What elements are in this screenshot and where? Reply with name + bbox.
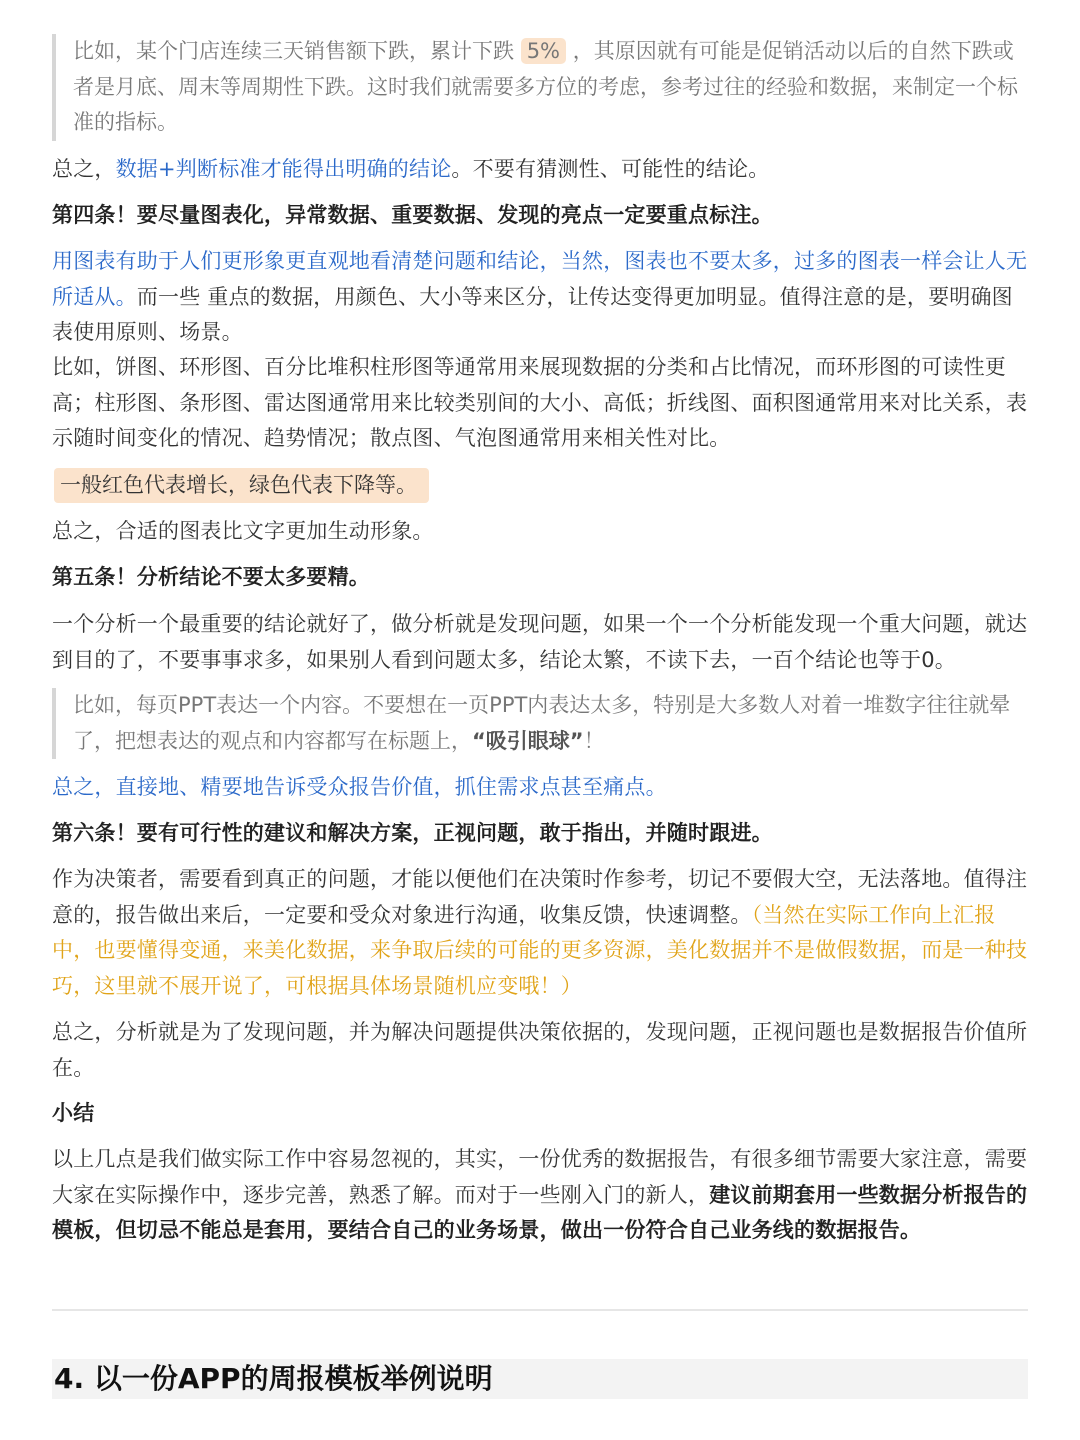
conclusion-heading: 小结 — [52, 1101, 95, 1125]
quote-bold: “吸引眼球” — [472, 728, 584, 753]
rule-4-example: 比如，饼图、环形图、百分比堆积柱形图等通常用来展现数据的分类和占比情况，而环形图的可读性更高；柱形图、条形图、雷达图通常用来比较类别间的大小、高低；折线图、面积图通常用来对比关系，表示随时间变化的情况、趋势情况；散点图、气泡图通常用来相关性对比。 — [52, 355, 1028, 450]
blue-highlight: 用图表有助于人们更形象更直观地看清楚问题和结论，当然，图表也不要太多，过多的图表一样会让人无所适从。 — [52, 249, 1028, 309]
summary-data-standard: 总之，数据+判断标准才能得出明确的结论。不要有猜测性、可能性的结论。 — [52, 157, 770, 181]
divider — [52, 1309, 1028, 1311]
color-note: 一般红色代表增长，绿色代表下降等。 — [54, 468, 429, 503]
quote-text: ，其原因就有可能是促销活动以后的自然下跌或者是月底、周末等周期性下跌。这时我们就需要多方位的考虑，参考过往的经验和数据，来制定一个标准的指标。 — [73, 39, 1018, 134]
rule-5-body: 一个分析一个最重要的结论就好了，做分析就是发现问题，如果一个一个分析能发现一个重大问题，就达到目的了，不要事事求多，如果别人看到问题太多，结论太繁，不读下去，一百个结论也等于0。 — [52, 612, 1028, 672]
quote-text: 比如，某个门店连续三天销售额下跌，累计下跌 — [73, 39, 521, 63]
rule-6-heading: 第六条！要有可行性的建议和解决方案，正视问题，敢于指出，并随时跟进。 — [52, 821, 773, 845]
rule-5-heading: 第五条！分析结论不要太多要精。 — [52, 565, 370, 589]
blue-highlight: 数据+判断标准才能得出明确的结论 — [115, 157, 452, 181]
quote-store-example — [52, 34, 1028, 141]
orange-note: （当然在实际工作向上汇报中，也要懂得变通，来美化数据，来争取后续的可能的更多资源，美化数据并不是做假数据，而是一种技巧，这里就不展开说了，可根据具体场景随机应变哦！） — [52, 902, 1028, 998]
highlight-line — [54, 468, 429, 503]
rule-6-summary: 总之，分析就是为了发现问题，并为解决问题提供决策依据的，发现问题，正视问题也是数据报告价值所在。 — [52, 1020, 1028, 1080]
percent-badge: 5% — [521, 38, 566, 64]
conclusion-body: 以上几点是我们做实际工作中容易忽视的，其实，一份优秀的数据报告，有很多细节需要大家注意，需要大家在实际操作中，逐步完善，熟悉了解。而对于一些刚入门的新人，建议前期套用一些数据分析报告的模板，但切忌不能总是套用，要结合自己的业务场景，做出一份符合自己业务线的数据报告。 — [52, 1147, 1028, 1242]
quote-ppt-example: 比如，每页PPT表达一个内容。不要想在一页PPT内表达太多，特别是大多数人对着一堆数字往往就晕了，把想表达的观点和内容都写在标题上，“吸引眼球”！ — [52, 688, 1028, 759]
conclusion-bold: 建议前期套用一些数据分析报告的模板，但切忌不能总是套用，要结合自己的业务场景，做出一份符合自己业务线的数据报告。 — [52, 1182, 1028, 1242]
section-4-title: 4. 以一份APP的周报模板举例说明 — [52, 1359, 1028, 1399]
rule-6-body: 作为决策者，需要看到真正的问题，才能以便他们在决策时作参考，切记不要假大空，无法落地。值得注意的，报告做出来后，一定要和受众对象进行沟通，收集反馈，快速调整。（当然在实际工作向上汇报中，也要懂得变通，来美化数据，来争取后续的可能的更多资源，美化数据并不是做假数据，而是一种技巧，这里就不展开说了，可根据具体场景随机应变哦！） — [52, 867, 1028, 998]
rule-5-summary: 总之，直接地、精要地告诉受众报告价值，抓住需求点甚至痛点。 — [52, 775, 667, 799]
rule-4-heading: 第四条！要尽量图表化，异常数据、重要数据、发现的亮点一定要重点标注。 — [52, 203, 773, 227]
rule-4-summary: 总之，合适的图表比文字更加生动形象。 — [52, 519, 434, 543]
rule-4-body: 用图表有助于人们更形象更直观地看清楚问题和结论，当然，图表也不要太多，过多的图表一样会让人无所适从。而一些 重点的数据，用颜色、大小等来区分，让传达变得更加明显。值得注意的是，要明确图表使用原则、场景。 — [52, 249, 1028, 344]
